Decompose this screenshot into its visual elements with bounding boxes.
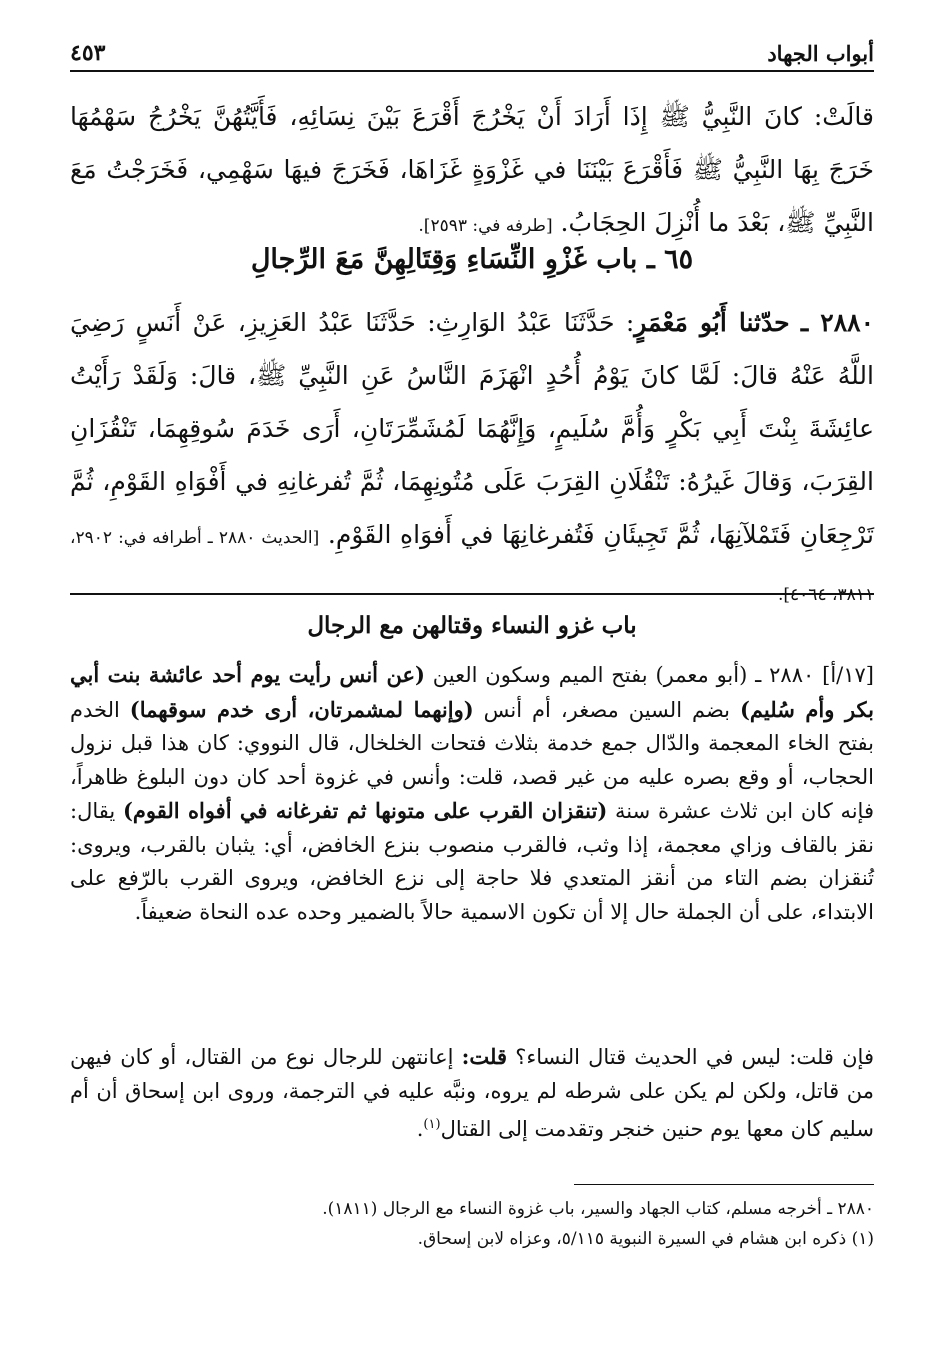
hadith-continuation <box>70 90 874 253</box>
footnote-divider <box>574 1184 874 1185</box>
commentary-paragraph-2 <box>70 1040 874 1147</box>
hadith-2880-reference: [الحديث ٢٨٨٠ ـ أطرافه في: ٢٩٠٢، ٣٨١١، ٤٠٦٤]. <box>70 528 874 605</box>
commentary-heading: باب غزو النساء وقتالهن مع الرجال <box>307 612 637 639</box>
running-head <box>70 30 874 66</box>
hadith-continuation-text: قالَتْ: كانَ النَّبِيُّ ﷺ إِذَا أَرَادَ أَنْ يَخْرُجَ أَقْرَعَ بَيْنَ نِسَائِهِ، فَأَيَّتُهُنَّ يَخْرُجُ سَهْمُهَا خَرَجَ بِهَا النَّبِيُّ ﷺ فَأَقْرَعَ بَيْنَنَا في غَزْوَةٍ غَزَاهَا، فَخَرَجَ فيهَا سَهْمِي، فَخَرَجْتُ مَعَ النَّبِيِّ ﷺ، بَعْدَ ما أُنْزِلَ الحِجَابُ. <box>70 102 874 237</box>
lemma: (تنقزان القرب على متونها ثم تفرغانه في أفواه القوم) <box>122 798 608 823</box>
footnotes <box>70 1194 874 1254</box>
commentary-text: الخدم بفتح الخاء المعجمة والدّال جمع خدمة بثلاث فتحات الخلخال، قال النووي: كان هذا قبل نزول الحجاب، أو وقع بصره عليه من غير قصد، قلت: وأنس في غزوة أحد كان دون البلوغ ظاهراً، فإنه كان ابن ثلاث عشرة سنة <box>70 697 874 823</box>
manuscript-marker: [١٧/أ] <box>822 663 874 687</box>
commentary-paragraph-1 <box>70 658 874 929</box>
commentary-text: فإن قلت: ليس في الحديث قتال النساء؟ <box>515 1045 874 1069</box>
lemma: (وإنهما لمشمرتان، أرى خدم سوقهما) <box>129 696 474 722</box>
hadith-2880-text: : حَدَّثَنَا عَبْدُ الوَارِثِ: حَدَّثَنَا عَبْدُ العَزِيزِ، عَنْ أَنَسٍ رَضِيَ اللَّهُ عَنْهُ قالَ: لَمَّا كانَ يَوْمُ أُحُدٍ انْهَزَمَ النَّاسُ عَنِ النَّبِيِّ ﷺ، قالَ: وَلَقَدْ رَأَيْتُ عائِشَةَ بِنْتَ أَبِي بَكْرٍ وَأُمَّ سُلَيمٍ، وَإِنَّهُمَا لَمُشَمِّرَتَانِ، أَرَى خَدَمَ سُوقِهِمَا، تَنْقُزَانِ القِرَبَ، وَقالَ غَيرُهُ: تَنْقُلَانِ القِرَبَ عَلَى مُتُونِهِمَا، ثُمَّ تُفرغانِهِ في أَفْوَاهِ القَوْمِ، ثُمَّ تَرْجِعَانِ فَتَمْلآنِهَا، ثُمَّ تَجِيئَانِ فَتُفرغانِهَا في أَفوَاهِ القَوْمِ. <box>70 308 875 549</box>
commentary-text: يقال: نقز بالقاف وزاي معجمة، إذا وثب، فالقرب منصوب بنزع الخافض، أي: يثبان بالقرب، ويروى: تُنقزان بضم التاء من أنقز المتعدي فلا حاجة إلى نزع الخافض، ويروى القرب بالرّفع على الابتداء، على أن الجملة حال إلا أن تكون الاسمية حالاً بالضمير وحده عده النحاة ضعيفاً. <box>70 799 874 924</box>
hadith-2880 <box>70 296 874 622</box>
footnote-ref: (١) <box>423 1117 441 1132</box>
hadith-continuation-reference: [طرفه في: ٢٥٩٣]. <box>418 216 553 236</box>
header-divider <box>70 70 874 72</box>
page-number: ٤٥٣ <box>70 40 106 66</box>
hadith-isnad-lead: حدّثنا أَبُو مَعْمَرٍ <box>634 308 790 337</box>
lemma: (عن أنس رأيت يوم أحد عائشة بنت أبي بكر وأم سُليم) <box>70 662 874 722</box>
commentary-hadith-number: ٢٨٨٠ ـ <box>755 663 815 687</box>
chapter-heading: ٦٥ ـ باب غَزْوِ النِّسَاءِ وَقِتَالِهِنَّ مَعَ الرِّجالِ <box>250 244 694 275</box>
lemma: (أبو معمر) <box>655 663 748 687</box>
commentary-text: إعانتهن للرجال نوع من القتال، أو كان فيهن من قاتل، ولكن لم يكن على شرطه لم يروه، ونبَّه عليه في الترجمة، وروى ابن إسحاق أن أم سليم كان معها يوم حنين خنجر وتقدمت إلى القتال <box>70 1045 874 1141</box>
qult-keyword: قلت: <box>461 1044 508 1069</box>
footnote-2: (١) ذكره ابن هشام في السيرة النبوية ٥/١١٥، وعزاه لابن إسحاق. <box>417 1229 874 1249</box>
section-divider <box>70 593 874 595</box>
hadith-number: ٢٨٨٠ ـ <box>800 308 875 337</box>
commentary-text: بفتح الميم وسكون العين <box>432 663 648 687</box>
commentary-text: . <box>416 1117 424 1141</box>
footnote-1: ٢٨٨٠ ـ أخرجه مسلم، كتاب الجهاد والسير، باب غزوة النساء مع الرجال (١٨١١). <box>322 1199 874 1219</box>
running-title: أبواب الجهاد <box>767 41 874 66</box>
commentary-text: بضم السين مصغر، أم أنس <box>483 697 731 722</box>
